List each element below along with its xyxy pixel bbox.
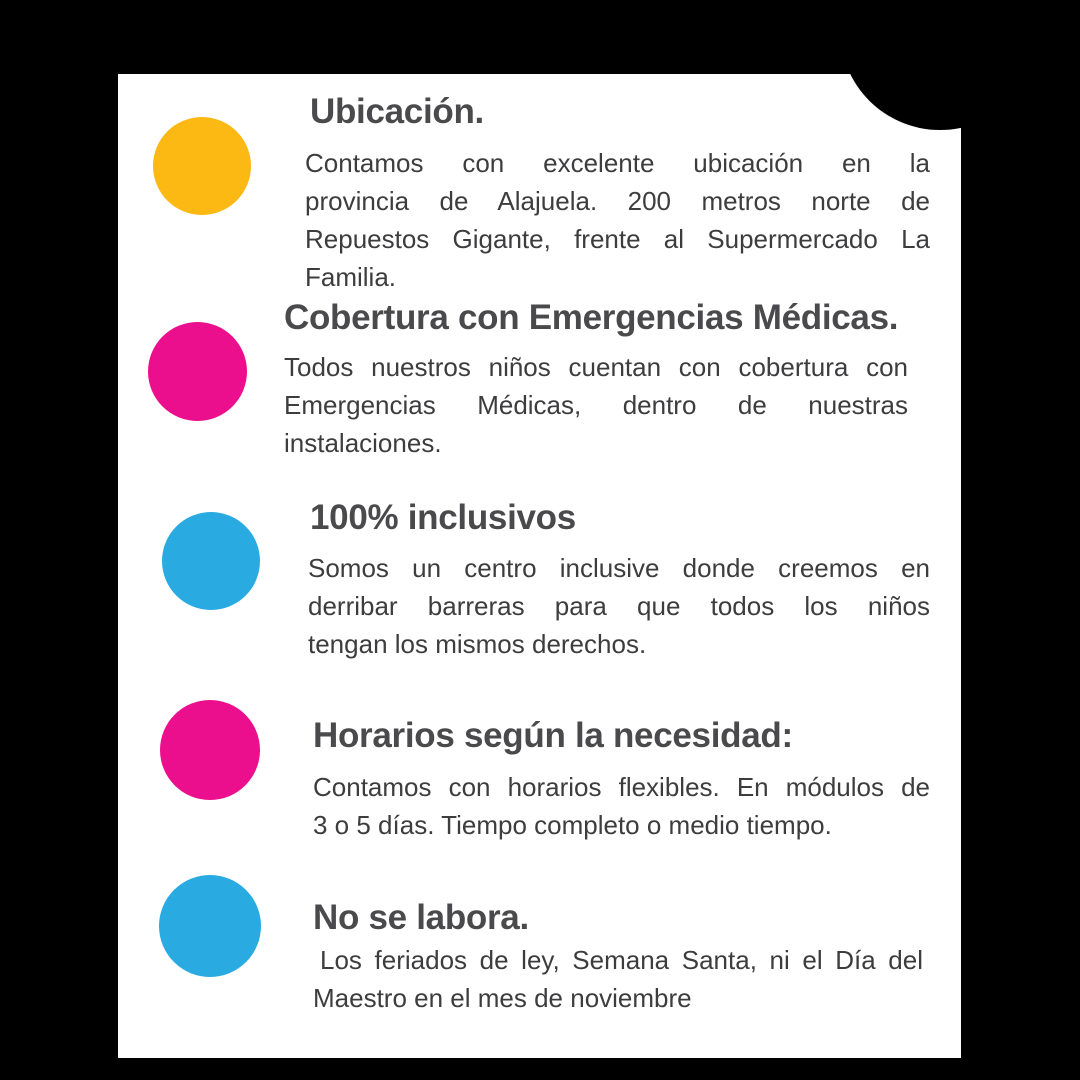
section-heading: No se labora.: [313, 898, 529, 937]
flyer-card: [118, 74, 961, 1058]
section-heading: Cobertura con Emergencias Médicas.: [284, 298, 899, 337]
bullet-circle-magenta: [160, 700, 260, 800]
section-heading: 100% inclusivos: [310, 498, 576, 537]
section-body: Contamos con horarios flexibles. En módulos de 3 o 5 días. Tiempo completo o medio tiempo.: [313, 772, 930, 840]
bullet-circle-magenta: [148, 322, 247, 421]
section-body: Somos un centro inclusive donde creemos en derribar barreras para que todos los niños tengan los mismos derechos.: [308, 553, 930, 659]
section-heading: Horarios según la necesidad:: [313, 716, 793, 755]
section-body: Los feriados de ley, Semana Santa, ni el Día del Maestro en el mes de noviembre: [313, 945, 923, 1013]
bullet-circle-blue: [159, 875, 261, 977]
section-heading: Ubicación.: [310, 92, 484, 131]
bullet-circle-blue: [162, 512, 260, 610]
section-body: Contamos con excelente ubicación en la provincia de Alajuela. 200 metros norte de Repuestos Gigante, frente al Supermercado La Familia.: [305, 148, 930, 292]
section-body: Todos nuestros niños cuentan con cobertura con Emergencias Médicas, dentro de nuestras instalaciones.: [284, 352, 908, 458]
bullet-circle-yellow: [153, 117, 251, 215]
corner-cutout: [840, 0, 1040, 130]
